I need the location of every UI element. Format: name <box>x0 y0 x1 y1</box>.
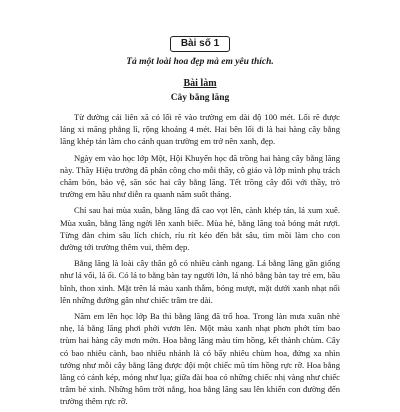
paragraph: Từ đường cái liên xã có lối rẽ vào trường em dài độ 100 mét. Lối rẽ được láng xi măng phẳng lì, rộng khoảng 4 mét. Hai bên lối đi là hai hàng cây bằng lăng khép tán làm cho cảnh quan trường em trở nên xanh, đẹp. <box>60 112 340 147</box>
paragraph: Bằng lăng là loài cây thân gỗ có nhiều cành ngang. Lá bằng lăng gần giống như lá vối, lá ổi. Có lá to bằng bàn tay người lớn, lá nhỏ bằng bàn tay trẻ em, bầu bĩnh, thon xinh. Mặt trên lá màu xanh thẫm, bóng mượt, mặt dưới xanh nhạt nổi lên những đường gân như chiếc trâm tre dài. <box>60 258 340 305</box>
exercise-badge: Bài số 1 <box>170 36 230 52</box>
section-title: Bài làm <box>183 78 217 89</box>
essay-title: Cây bằng lăng <box>170 93 230 103</box>
paragraph: Ngày em vào học lớp Một, Hội Khuyến học đã trồng hai hàng cây bằng lăng này. Thầy Hiệu trưởng đã phân công cho mỗi thầy, cô giáo và lớp mình phụ trách chăm bón, bảo vệ, săn sóc hai cây bằng lăng. Tết trồng cây đối với thầy, trò trường em hầu như diễn ra quanh năm suốt tháng. <box>60 152 340 200</box>
paragraph: Năm em lên học lớp Ba thì bằng lăng đã trổ hoa. Trong làn mưa xuân nhè nhẹ, lá bằng lăng phơi phới vươn lên. Một màu xanh nhạt phơn phớt tím bao trùm hai hàng cây mơn mởn. Hoa bằng lăng màu tím hồng, kết thành chùm. Cây có bao nhiêu cành, bao nhiêu nhánh là có bấy nhiêu chùm hoa, đứng xa nhìn tưởng như mỗi cây bằng lăng được đội một chiếc mũ tím hồng rực rỡ. Hoa bằng lăng có cánh kép, mỏng như lụa; giữa đài hoa có những chiếc nhị vàng như chiếc trâm bé xinh. Những hôm trời nắng, hoa bằng lăng sau lên khiến con đường đến trường thêm rực rỡ. <box>60 311 340 407</box>
essay-prompt: Tả một loài hoa đẹp mà em yêu thích. <box>126 57 274 67</box>
paragraph: Chỉ sau hai mùa xuân, bằng lăng đã cao vọt lên, cành khép tán, lá xum xuê. Mùa xuân, bằng lăng ngời lên xanh biếc. Mùa hè, bằng lăng toả bóng mát rượi. Từng đàn chim sâu lích chích, ríu rít kéo đến bắt sâu, tìm mồi làm cho con đường tới trường thêm vui, thêm đẹp. <box>60 205 340 253</box>
essay-body <box>60 111 340 412</box>
